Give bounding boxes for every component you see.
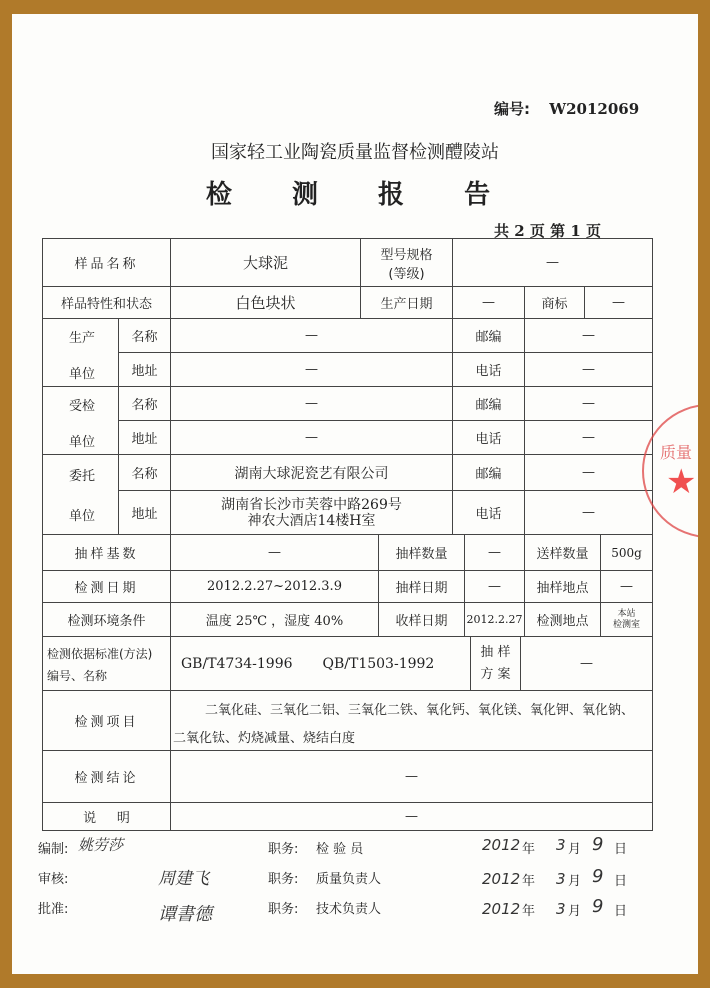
sampling-qty-label: 抽样数量: [379, 535, 465, 571]
stamp-star-icon: ★: [666, 462, 697, 502]
client-address-label: 地址: [119, 491, 171, 535]
sampling-date-label: 抽样日期: [379, 571, 465, 603]
sample-state-value: 白色块状: [171, 287, 361, 319]
test-date-label: 检测日期: [43, 571, 171, 603]
client-address-value: [171, 491, 453, 535]
org-name: 国家轻工业陶瓷质量监督检测醴陵站: [211, 142, 499, 163]
reviewer-label: 审核:: [38, 872, 69, 887]
compiler-post-label: 职务:: [268, 842, 299, 857]
sampling-plan-value: —: [521, 637, 653, 691]
client-postcode-value: —: [525, 455, 653, 491]
compiler-year-unit: 年: [522, 842, 536, 857]
approver-day: 9: [592, 896, 604, 917]
reviewer-signature: 周建飞: [158, 869, 209, 889]
approver-signature: 谭書德: [158, 904, 212, 925]
client-name-value: 湖南大球泥瓷艺有限公司: [171, 455, 453, 491]
report-number: [494, 98, 639, 119]
producer-address-value: —: [171, 353, 453, 387]
producer-name-label: 名称: [119, 319, 171, 353]
producer-label: [43, 319, 119, 387]
env-label: 检测环境条件: [43, 603, 171, 637]
approver-month-unit: 月: [568, 904, 582, 919]
env-value: 温度 25℃ ，湿度 40%: [171, 603, 379, 637]
signature-row-3: [38, 894, 658, 924]
client-address-line2: 神农大酒店14楼H室: [247, 512, 376, 529]
model-label: [361, 239, 453, 287]
client-address-line1: 湖南省长沙市芙蓉中路269号: [221, 496, 402, 513]
inspected-postcode-label: 邮编: [453, 387, 525, 421]
compiler-day-unit: 日: [614, 842, 628, 857]
reviewer-post: 质量负责人: [316, 872, 382, 887]
sampling-qty-value: —: [465, 535, 525, 571]
inspected-postcode-value: —: [525, 387, 653, 421]
approver-day-unit: 日: [614, 904, 628, 919]
report-table: [42, 238, 653, 831]
sample-name-label: 样品名称: [43, 239, 171, 287]
client-postcode-label: 邮编: [453, 455, 525, 491]
conclusion-value: —: [171, 751, 653, 803]
test-items-label: 检测项目: [43, 691, 171, 751]
recv-date-label: 收样日期: [379, 603, 465, 637]
test-place-value: [601, 603, 653, 637]
brand-label: 商标: [525, 287, 585, 319]
inspected-name-label: 名称: [119, 387, 171, 421]
inspected-phone-value: —: [525, 421, 653, 455]
page-info: 共 2 页 第 1 页: [494, 222, 601, 240]
report-number-label: 编号:: [494, 100, 530, 118]
reviewer-month-unit: 月: [568, 874, 582, 889]
producer-label-line2: 单位: [69, 367, 96, 382]
inspected-label-line2: 单位: [69, 435, 96, 450]
stamp-text: 质量: [660, 443, 693, 462]
inspected-name-value: —: [171, 387, 453, 421]
approver-post-label: 职务:: [268, 902, 299, 917]
approver-post: 技术负责人: [316, 902, 382, 917]
standard-value-1: GB/T4734-1996: [181, 655, 293, 672]
client-phone-label: 电话: [453, 491, 525, 535]
sampling-plan-label-line2: 方 案: [480, 666, 511, 682]
sampling-plan-label-line1: 抽 样: [480, 644, 511, 660]
signature-row-1: [38, 834, 658, 860]
compiler-month-unit: 月: [568, 842, 582, 857]
test-date-value: 2012.2.27~2012.3.9: [171, 571, 379, 603]
report-page: [12, 14, 698, 974]
sample-name-value: 大球泥: [171, 239, 361, 287]
reviewer-year: 2012: [482, 870, 521, 888]
client-label: [43, 455, 119, 535]
reviewer-month: 3: [556, 870, 566, 888]
approver-year: 2012: [482, 900, 521, 918]
test-place-line1: 本站: [617, 608, 636, 619]
compiler-post: 检 验 员: [316, 842, 364, 857]
producer-postcode-value: —: [525, 319, 653, 353]
sampling-place-value: —: [601, 571, 653, 603]
producer-label-line1: 生产: [69, 331, 96, 346]
inspected-label: [43, 387, 119, 455]
standard-value: [171, 637, 471, 691]
reviewer-day: 9: [592, 866, 604, 887]
signature-row-2: [38, 864, 658, 890]
conclusion-label: 检测结论: [43, 751, 171, 803]
compiler-year: 2012: [482, 836, 521, 854]
standard-value-2: QB/T1503-1992: [322, 655, 435, 672]
sent-qty-label: 送样数量: [525, 535, 601, 571]
report-number-value: W2012069: [549, 100, 640, 118]
producer-phone-label: 电话: [453, 353, 525, 387]
sampling-base-value: —: [171, 535, 379, 571]
standard-label-line1: 检测依据标准(方法): [47, 647, 153, 661]
producer-phone-value: —: [525, 353, 653, 387]
production-date-label: 生产日期: [361, 287, 453, 319]
recv-date-value: 2012.2.27: [465, 603, 525, 637]
report-title: 检 测 报 告: [205, 180, 505, 210]
test-items-line1: 二氧化硅、三氧化二铝、三氧化二铁、氧化钙、氧化镁、氧化钾、氧化钠、: [205, 703, 635, 718]
compiler-month: 3: [556, 836, 566, 854]
note-label: 说 明: [43, 803, 171, 831]
model-label-line2: (等级): [388, 266, 425, 282]
approver-label: 批准:: [38, 902, 69, 917]
sampling-date-value: —: [465, 571, 525, 603]
client-label-line2: 单位: [69, 509, 96, 524]
inspected-address-value: —: [171, 421, 453, 455]
test-place-line2: 检测室: [612, 619, 640, 630]
model-label-line1: 型号规格: [380, 247, 433, 263]
standard-label-line2: 编号、名称: [47, 669, 108, 683]
sampling-plan-label: [471, 637, 521, 691]
compiler-label: 编制:: [38, 842, 69, 857]
test-place-label: 检测地点: [525, 603, 601, 637]
test-items-line2: 二氧化钛、灼烧减量、烧结白度: [173, 731, 356, 746]
approver-month: 3: [556, 900, 566, 918]
producer-address-label: 地址: [119, 353, 171, 387]
compiler-day: 9: [592, 834, 604, 855]
client-phone-value: —: [525, 491, 653, 535]
sample-state-label: 样品特性和状态: [43, 287, 171, 319]
inspected-label-line1: 受检: [69, 399, 96, 414]
model-value: —: [453, 239, 653, 287]
sampling-base-label: 抽样基数: [43, 535, 171, 571]
production-date-value: —: [453, 287, 525, 319]
approver-year-unit: 年: [522, 904, 536, 919]
official-stamp: [642, 404, 698, 554]
compiler-signature: 姚劳莎: [78, 836, 124, 854]
brand-value: —: [585, 287, 653, 319]
reviewer-year-unit: 年: [522, 874, 536, 889]
producer-name-value: —: [171, 319, 453, 353]
sampling-place-label: 抽样地点: [525, 571, 601, 603]
standard-label: [43, 637, 171, 691]
sent-qty-value: 500g: [601, 535, 653, 571]
inspected-phone-label: 电话: [453, 421, 525, 455]
inspected-address-label: 地址: [119, 421, 171, 455]
reviewer-post-label: 职务:: [268, 872, 299, 887]
producer-postcode-label: 邮编: [453, 319, 525, 353]
client-label-line1: 委托: [69, 469, 96, 484]
note-value: —: [171, 803, 653, 831]
client-name-label: 名称: [119, 455, 171, 491]
test-items-value: [171, 691, 653, 751]
reviewer-day-unit: 日: [614, 874, 628, 889]
